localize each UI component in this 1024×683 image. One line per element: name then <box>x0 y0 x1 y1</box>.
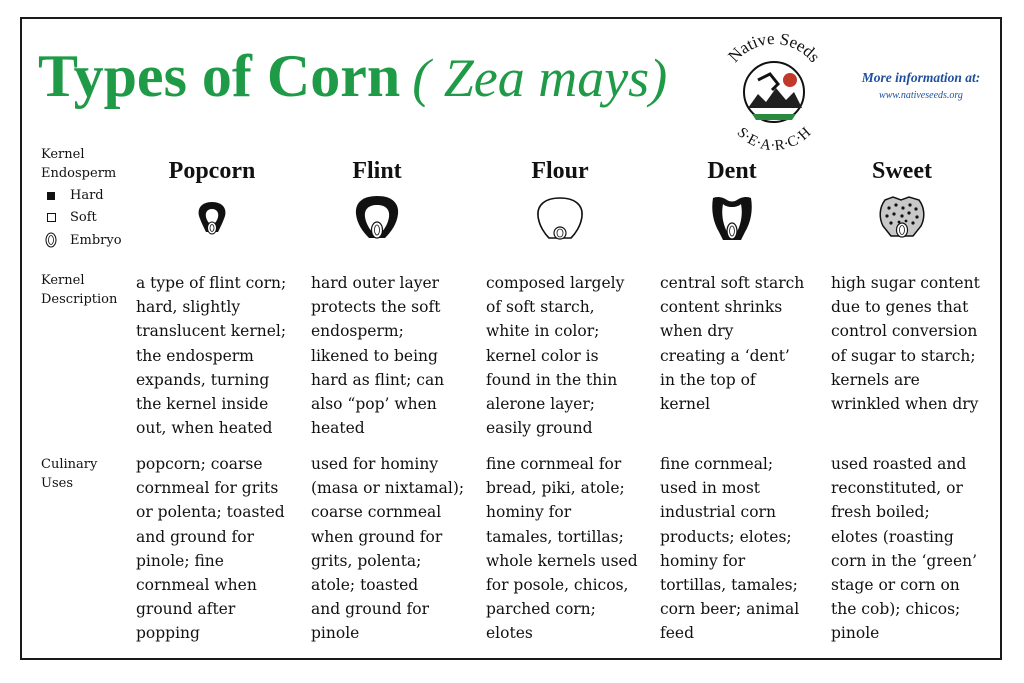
row-label-description-line2: Description <box>41 292 118 307</box>
text-line: due to genes that <box>831 298 969 317</box>
description-popcorn <box>136 271 308 440</box>
column-header-sweet: Sweet <box>872 158 932 184</box>
text-line: wrinkled when dry <box>831 395 979 414</box>
text-line: for posole, chicos, <box>486 576 629 595</box>
text-line: creating a ‘dent’ <box>660 346 790 365</box>
description-flour <box>486 271 658 440</box>
flint-kernel-icon <box>351 192 403 244</box>
text-line: a type of flint corn; <box>136 274 287 292</box>
embryo-oval-icon <box>45 232 57 248</box>
text-line: of soft starch, <box>486 298 595 317</box>
text-line: expands, turning <box>136 370 270 389</box>
text-line: pinole; fine <box>136 551 224 570</box>
text-line: content shrinks <box>660 298 783 317</box>
legend-item-soft <box>44 210 97 225</box>
text-line: parched corn; <box>486 600 596 619</box>
kernel-sweet <box>817 192 987 244</box>
description-dent <box>660 271 832 416</box>
text-line: corn in the ‘green’ <box>831 551 978 570</box>
text-line: whole kernels used <box>486 551 638 570</box>
text-line: central soft starch <box>660 274 805 292</box>
more-info-label: More information at: <box>861 70 981 85</box>
text-line: fine cornmeal for <box>486 455 622 473</box>
sweet-kernel-icon <box>875 192 929 244</box>
text-line: high sugar content <box>831 274 980 292</box>
text-line: hard outer layer <box>311 274 440 292</box>
text-line: easily ground <box>486 419 593 438</box>
row-label-description-line1: Kernel <box>41 273 85 288</box>
title-scientific-name: ( Zea mays) <box>412 48 668 108</box>
text-line: and ground for <box>136 527 255 546</box>
legend-label: Soft <box>70 210 97 225</box>
text-line: cornmeal when <box>136 576 257 595</box>
text-line: used for hominy <box>311 455 439 473</box>
text-line: elotes (roasting <box>831 527 954 546</box>
text-line: tortillas, tamales; <box>660 576 798 595</box>
text-line: kernel <box>660 395 711 414</box>
text-line: tamales, tortillas; <box>486 527 624 546</box>
text-line: the endosperm <box>136 346 254 365</box>
kernel-flint <box>292 192 462 244</box>
text-line: likened to being <box>311 346 438 365</box>
text-line: hard, slightly <box>136 298 241 317</box>
filled-square-icon <box>47 192 55 200</box>
text-line: feed <box>660 624 695 643</box>
kernel-popcorn <box>127 192 297 244</box>
text-line: (masa or nixtamal); <box>311 479 465 498</box>
legend-heading-line2: Endosperm <box>41 166 117 181</box>
page-title <box>38 40 667 114</box>
culinary-flint <box>311 452 483 646</box>
text-line: out, when heated <box>136 419 273 438</box>
text-line: found in the thin <box>486 370 618 389</box>
text-line: elotes <box>486 624 533 643</box>
logo-bottom-text: S·E·A·R·C·H <box>733 124 815 154</box>
culinary-popcorn <box>136 452 308 646</box>
text-line: corn beer; animal <box>660 600 800 619</box>
text-line: stage or corn on <box>831 576 960 595</box>
legend-label: Hard <box>70 188 104 203</box>
svg-text:S·E·A·R·C·H <box>734 124 815 154</box>
legend-item-hard <box>44 188 104 203</box>
culinary-dent <box>660 452 832 646</box>
text-line: cornmeal for grits <box>136 479 279 498</box>
dent-kernel-icon <box>707 192 757 244</box>
column-header-flint: Flint <box>352 158 402 184</box>
text-line: kernel color is <box>486 346 599 365</box>
description-flint <box>311 271 483 440</box>
text-line: white in color; <box>486 322 600 341</box>
text-line: bread, piki, atole; <box>486 479 625 498</box>
more-info-url[interactable]: www.nativeseeds.org <box>879 90 963 101</box>
text-line: heated <box>311 419 365 438</box>
legend-label: Embryo <box>70 232 122 248</box>
text-line: pinole <box>311 624 360 643</box>
culinary-sweet <box>831 452 1003 646</box>
text-line: atole; toasted <box>311 576 419 595</box>
description-sweet <box>831 271 1003 416</box>
row-label-culinary-line1: Culinary <box>41 457 98 472</box>
row-label-culinary <box>41 455 133 493</box>
text-line: also “pop’ when <box>311 395 437 414</box>
text-line: kernels are <box>831 370 920 389</box>
text-line: the kernel inside <box>136 395 269 414</box>
logo-top-text: Native Seeds <box>724 30 825 66</box>
text-line: reconstituted, or <box>831 479 963 498</box>
text-line: pinole <box>831 624 880 643</box>
text-line: alerone layer; <box>486 395 595 414</box>
text-line: coarse cornmeal <box>311 503 442 522</box>
text-line: the cob); chicos; <box>831 600 961 619</box>
legend-heading <box>41 145 116 183</box>
text-line: hominy for <box>660 551 746 570</box>
text-line: fresh boiled; <box>831 503 930 522</box>
text-line: translucent kernel; <box>136 322 287 341</box>
text-line: control conversion <box>831 322 978 341</box>
text-line: when ground for <box>311 527 443 546</box>
kernel-flour <box>475 192 645 244</box>
text-line: popcorn; coarse <box>136 455 263 473</box>
column-header-flour: Flour <box>531 158 589 184</box>
flour-kernel-icon <box>533 192 587 244</box>
text-line: protects the soft <box>311 298 441 317</box>
legend-heading-line1: Kernel <box>41 147 85 162</box>
text-line: when dry <box>660 322 734 341</box>
legend-item-embryo <box>44 232 122 248</box>
text-line: hard as flint; can <box>311 370 445 389</box>
text-line: and ground for <box>311 600 430 619</box>
more-info <box>848 70 994 101</box>
text-line: in the top of <box>660 370 756 389</box>
text-line: composed largely <box>486 274 625 292</box>
svg-text:Native Seeds <box>724 30 824 66</box>
text-line: hominy for <box>486 503 572 522</box>
text-line: of sugar to starch; <box>831 346 976 365</box>
column-header-popcorn: Popcorn <box>168 158 256 184</box>
culinary-flour <box>486 452 658 646</box>
empty-square-icon <box>47 213 56 222</box>
text-line: fine cornmeal; <box>660 455 774 473</box>
text-line: popping <box>136 624 200 643</box>
text-line: used roasted and <box>831 455 967 473</box>
text-line: products; elotes; <box>660 527 792 546</box>
native-seeds-logo <box>712 30 836 154</box>
title-main: Types of Corn <box>38 43 401 109</box>
row-label-description <box>41 271 133 309</box>
text-line: ground after <box>136 600 236 619</box>
text-line: grits, polenta; <box>311 551 422 570</box>
text-line: or polenta; toasted <box>136 503 285 522</box>
row-label-culinary-line2: Uses <box>41 476 73 491</box>
kernel-dent <box>647 192 817 244</box>
text-line: endosperm; <box>311 322 404 341</box>
text-line: used in most <box>660 479 761 498</box>
text-line: industrial corn <box>660 503 776 522</box>
column-header-dent: Dent <box>707 158 757 184</box>
popcorn-kernel-icon <box>192 192 232 242</box>
